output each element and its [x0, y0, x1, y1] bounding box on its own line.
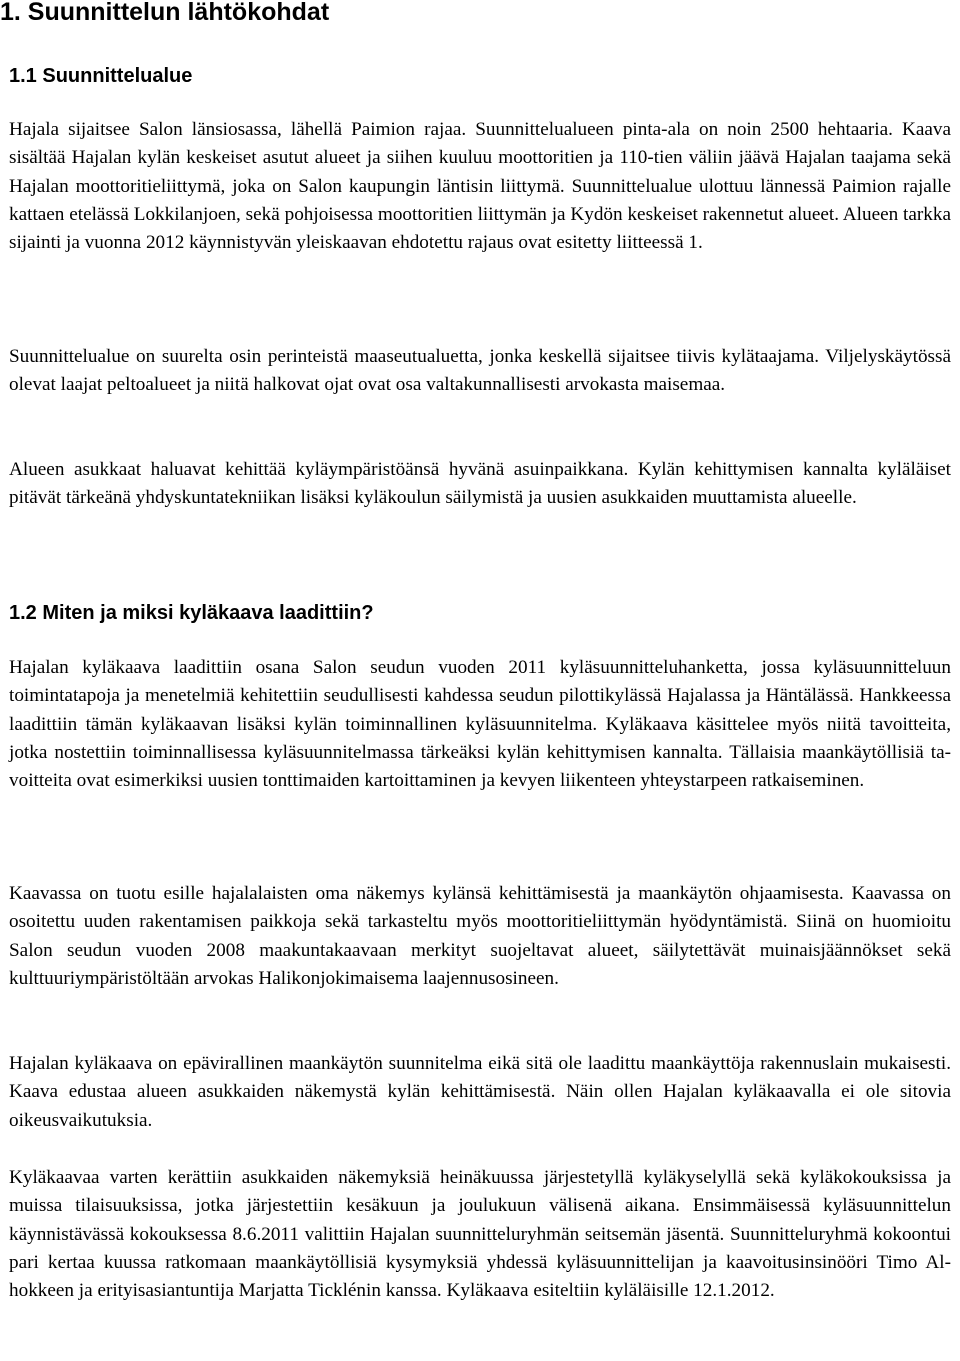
paragraph: Hajalan kyläkaava laadittiin osana Salon seudun vuoden 2011 kyläsuunnitteluhanketta, jossa kyläsuunnitteluun toimintatapoja ja menetelmiä kehitettiin seudullisesti kahdessa seudun pilottikylässä Hajalassa ja Häntälässä. Hankkeessa laadittiin tämän kyläkaavan lisäksi kylän toiminnallinen kyläsuunnitelma. Kyläkaava käsittelee myös niitä tavoitteita, jotka nostettiin toiminnallisessa kyläsuunnitelmassa tärkeäksi kylän kehittymisen kannalta. Tällaisia maankäytöllisiä tavoitteita ovat esimerkiksi uusien tonttimaiden kartoittaminen ja kevyen liikenteen yhteystarpeen ratkaiseminen.	[9, 657, 951, 792]
paragraph: Hajala sijaitsee Salon länsiosassa, lähellä Paimion rajaa. Suunnittelualueen pinta-ala on noin 2500 hehtaaria. Kaava sisältää Hajalan kylän keskeiset asutut alueet ja siihen kuuluu moottoritien ja 110-tien väliin jäävä Hajalan taajama sekä Hajalan moottoritieliittymä, joka on Salon kaupungin läntisin liittymä. Suunnittelualue ulottuu lännessä Paimion rajalle kattaen etelässä Lokkilanjoen, sekä pohjoisessa moottoritien liittymän ja Kydön keskeiset rakennetut alueet. Alueen tarkka sijainti ja vuonna 2012 käynnistyvän yleiskaavan ehdotettu rajaus ovat esitetty liitteessä 1.	[9, 119, 951, 254]
paragraph: Kyläkaavaa varten kerättiin asukkaiden näkemyksiä heinäkuussa järjestetyllä kyläkyselyllä sekä kyläkokouksissa ja muissa tilaisuuksissa, jotka järjestettiin kesäkuun ja joulukuun välisenä aikana. Ensimmäisessä kyläsuunnittelun käynnistävässä kokouksessa 8.6.2011 valittiin Hajalan suunnitteluryhmän seitsemän jäsentä. Suunnitteluryhmä kokoontui pari kertaa kuussa ratkomaan maankäytöllisiä kysymyksiä yhdessä kyläsuunnittelijan ja kaavoitusinsinööri Timo Alhokkeen ja erityisasiantuntija Marjatta Ticklénin kanssa. Kyläkaava esiteltiin kyläläisille 12.1.2012.	[9, 1167, 951, 1302]
paragraph: Suunnittelualue on suurelta osin perinteistä maaseutualuetta, jonka keskellä sijaitsee tiivis kylätaajama. Viljelyskäytössä olevat laajat peltoalueet ja niitä halkovat ojat ovat osa valtakunnallisesti arvokasta maisemaa.	[9, 346, 951, 396]
section-heading-miten-ja-miksi: 1.2 Miten ja miksi kyläkaava laadittiin?	[9, 602, 374, 624]
paragraph: Alueen asukkaat haluavat kehittää kyläympäristöänsä hyvänä asuinpaikkana. Kylän kehittymisen kannalta kyläläiset pitävät tärkeänä yhdyskuntatekniikan lisäksi kyläkoulun säilymistä ja uusien asukkaiden muuttamista alueelle.	[9, 459, 951, 509]
paragraph: Hajalan kyläkaava on epävirallinen maankäytön suunnitelma eikä sitä ole laadittu maankäyttöja rakennuslain mukaisesti. Kaava edustaa alueen asukkaiden näkemystä kylän kehittämisestä. Näin ollen Hajalan kyläkaavalla ei ole sitovia oikeusvaikutuksia.	[9, 1053, 951, 1131]
chapter-heading: 1. Suunnittelun lähtökohdat	[0, 0, 330, 26]
paragraph: Kaavassa on tuotu esille hajalalaisten oma näkemys kylänsä kehittämisestä ja maankäytön ohjaamisesta. Kaavassa on osoitettu uuden rakentamisen paikkoja sekä tarkasteltu myös moottoritieliittymän hyödyntämistä. Siinä on huomioitu Salon seudun vuoden 2008 maakuntakaavaan merkityt suojeltavat alueet, säilytettävät muinaisjäännökset sekä kulttuuriympäristöltään arvokas Halikonjokimaisema laajennusosineen.	[9, 883, 951, 989]
section-heading-suunnittelualue: 1.1 Suunnittelualue	[9, 65, 193, 87]
